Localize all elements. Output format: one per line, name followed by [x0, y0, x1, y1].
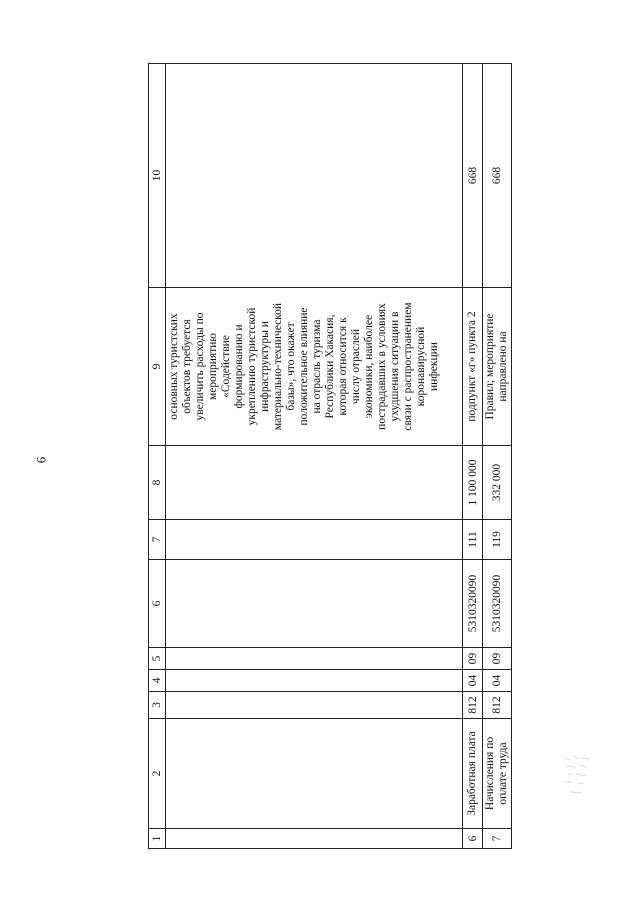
faint-scan-mark	[560, 752, 600, 802]
expense-type-cell: 119	[482, 519, 511, 559]
subsection-cell: 09	[482, 647, 511, 669]
section-cell: 04	[462, 669, 482, 691]
header-cell: 10	[148, 63, 165, 287]
grbs-cell: 812	[482, 691, 511, 718]
header-cell: 5	[148, 647, 165, 669]
justification-cell: подпункт «г» пункта 2	[462, 287, 482, 445]
header-cell: 8	[148, 445, 165, 519]
amount-cell: 332 000	[482, 445, 511, 519]
header-cell: 6	[148, 559, 165, 647]
justification-cell: Правил; мероприятие направлено на	[482, 287, 511, 445]
expense-name-cell: Заработная плата	[462, 718, 482, 828]
continuation-row	[165, 63, 462, 848]
subsection-cell: 09	[462, 647, 482, 669]
header-cell: 2	[148, 718, 165, 828]
header-cell: 1	[148, 828, 165, 848]
row-number-cell: 7	[482, 828, 511, 848]
budget-table	[148, 63, 512, 849]
section-cell: 04	[482, 669, 511, 691]
column-10-cell: 668	[462, 63, 482, 287]
target-item-cell: 5310320090	[462, 559, 482, 647]
table-row	[462, 63, 482, 848]
header-cell: 7	[148, 519, 165, 559]
header-cell: 9	[148, 287, 165, 445]
continuation-justification-cell: основных туристских объектов требуется увеличить расходы по мероприятию «Содействие формированию и укреплению туристской инфраструктуры и материально-технической базы», что окажет положительное влияние на отрасль туризма Республики Хакасия, которая относится к числу отраслей экономики, наиболее пострадавших в условиях ухудшения ситуации в связи с распространением коронавирусной инфекции	[165, 287, 462, 445]
expense-name-cell: Начисления по оплате труда	[482, 718, 511, 828]
grbs-cell: 812	[462, 691, 482, 718]
target-item-cell: 5310320090	[482, 559, 511, 647]
header-cell: 4	[148, 669, 165, 691]
header-cell: 3	[148, 691, 165, 718]
column-10-cell: 668	[482, 63, 511, 287]
header-row	[148, 63, 165, 848]
page-number: 6	[33, 456, 49, 464]
amount-cell: 1 100 000	[462, 445, 482, 519]
budget-table-container	[148, 64, 509, 849]
expense-type-cell: 111	[462, 519, 482, 559]
row-number-cell: 6	[462, 828, 482, 848]
table-row	[482, 63, 511, 848]
